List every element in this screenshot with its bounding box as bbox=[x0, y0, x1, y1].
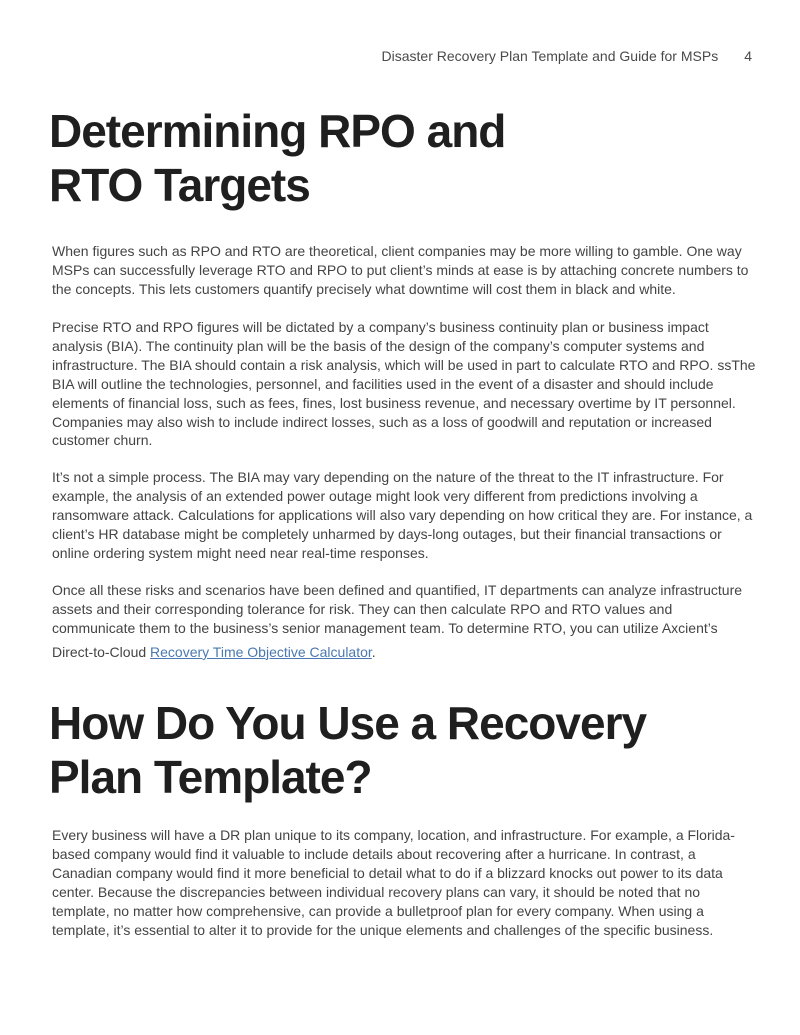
heading-line: Determining RPO and bbox=[49, 105, 506, 157]
paragraph-text: . bbox=[371, 643, 376, 660]
document-title: Disaster Recovery Plan Template and Guide for MSPs bbox=[381, 48, 719, 64]
page-header bbox=[382, 48, 752, 64]
rto-calculator-link[interactable]: Recovery Time Objective Calculator bbox=[150, 643, 372, 660]
section-heading-recovery-template bbox=[49, 696, 769, 804]
paragraph bbox=[52, 581, 757, 662]
paragraph: When figures such as RPO and RTO are theoretical, client companies may be more willing to gamble. One way MSPs can successfully leverage RTO and RPO to put client’s minds at ease is by attaching concrete numbers to the concepts. This lets customers quantify precisely what downtime will cost them in black and white. bbox=[52, 243, 749, 297]
paragraph: It’s not a simple process. The BIA may vary depending on the nature of the threat to the IT infrastructure. For example, the analysis of an extended power outage might look very different from predictions involving a ransomware attack. Calculations for applications will also vary depending on how critical they are. For instance, a client’s HR database might be completely unharmed by days-long outages, but their financial transactions or online ordering system might need near real-time responses. bbox=[52, 469, 753, 561]
section-heading-rpo-rto bbox=[49, 104, 769, 212]
page-number: 4 bbox=[744, 48, 752, 64]
paragraph: Precise RTO and RPO figures will be dictated by a company’s business continuity plan or business impact analysis (BIA). The continuity plan will be the basis of the design of the company’s computer systems and infrastructure. The BIA should contain a risk analysis, which will be used in part to calculate RTO and RPO. ssThe BIA will outline the technologies, personnel, and facilities used in the event of a disaster and should include elements of financial loss, such as fees, fines, lost business revenue, and necessary overtime by IT personnel. Companies may also wish to include indirect losses, such as a loss of goodwill and reputation or increased customer churn. bbox=[52, 319, 756, 449]
heading-line: Plan Template? bbox=[49, 751, 372, 803]
heading-line: How Do You Use a Recovery bbox=[49, 697, 647, 749]
paragraph-text: Direct-to-Cloud bbox=[52, 643, 151, 660]
heading-line: RTO Targets bbox=[49, 159, 310, 211]
paragraph-last-line bbox=[52, 643, 757, 662]
paragraph: Every business will have a DR plan unique to its company, location, and infrastructure. For example, a Florida-based company would find it valuable to include details about recovering after a hurricane. In contrast, a Canadian company would find it more beneficial to detail what to do if a blizzard knocks out power to its data center. Because the discrepancies between individual recovery plans can vary, it should be noted that no template, no matter how comprehensive, can provide a bulletproof plan for every company. When using a template, it’s essential to alter it to provide for the unique elements and challenges of the specific business. bbox=[52, 827, 735, 938]
paragraph-text: Once all these risks and scenarios have been defined and quantified, IT departments can analyze infrastructure assets and their corresponding tolerance for risk. They can then calculate RPO and RTO values and communicate them to the business’s senior management team. To determine RTO, you can utilize Axcient’s bbox=[52, 582, 743, 636]
